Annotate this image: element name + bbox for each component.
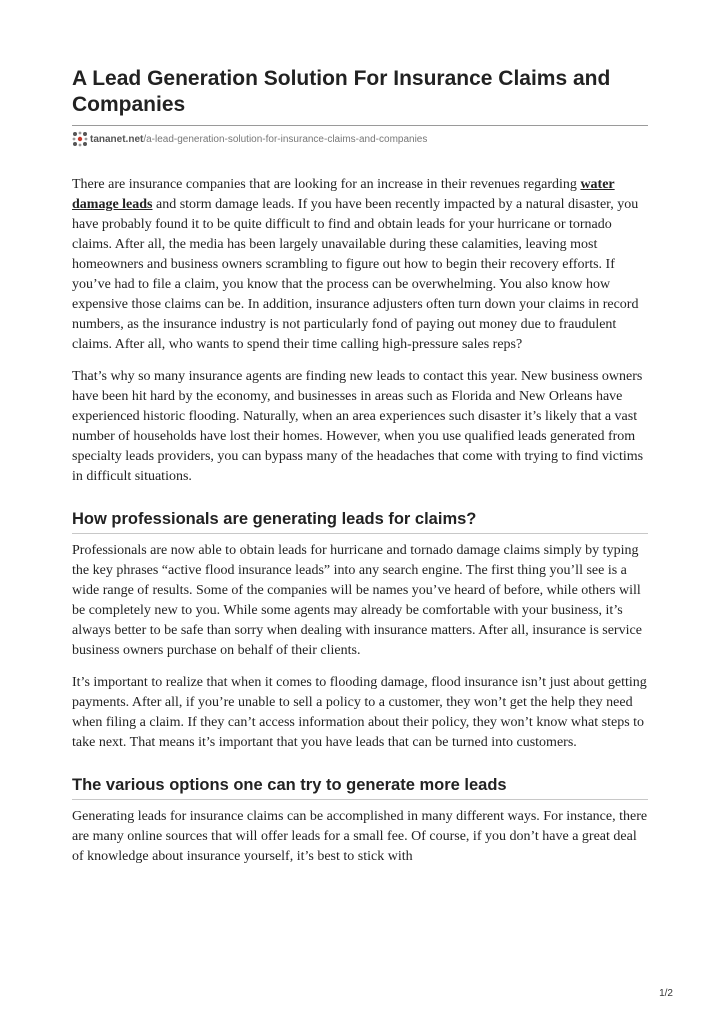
article-title: A Lead Generation Solution For Insurance Claims and Companies	[72, 67, 611, 116]
article-body	[72, 175, 648, 867]
paragraph-1-rest: and storm damage leads. If you have been recently impacted by a natural disaster, you have probably found it to be quite difficult to find and obtain leads for your hurricane or tornado claims. After all, the media has been largely unavailable during these calamities, leaving most homeowners and business owners scrambling to figure out how to begin their recovery efforts. If you’ve had to file a claim, you know that the process can be overwhelming. You also know how expensive those claims can be. In addition, insurance adjusters often turn down your claims in record numbers, as the insurance industry is not particularly fond of paying out money due to fraudulent claims. After all, who wants to spend their time calling high-pressure sales reps?	[72, 197, 639, 352]
paragraph-1-lead: There are insurance companies that are looking for an increase in their revenues regarding	[72, 177, 581, 192]
source-bar	[72, 125, 648, 147]
paragraph-1	[72, 175, 648, 355]
section-heading-1: How professionals are generating leads for claims?	[72, 509, 648, 534]
paragraph-3: Professionals are now able to obtain leads for hurricane and tornado damage claims simply by typing the key phrases “active flood insurance leads” into any search engine. The first thing you’ll see is a wide range of results. Some of the companies will be names you’ve heard of before, while others will be completely new to you. While some agents may already be comfortable with your business, it’s always better to be safe than sorry when dealing with insurance matters. After all, insurance is service business owners purchase on behalf of their clients.	[72, 543, 642, 658]
water-damage-leads-link[interactable]: water damage leads	[72, 177, 615, 212]
page-number: 1/2	[659, 988, 673, 999]
source-path[interactable]: /a-lead-generation-solution-for-insurance-claims-and-companies	[143, 133, 428, 145]
paragraph-5: Generating leads for insurance claims can be accomplished in many different ways. For instance, there are many online sources that will offer leads for a small fee. Of course, if you don’t have a great deal of knowledge about insurance yourself, it’s best to stick with	[72, 809, 648, 864]
document-page	[72, 66, 648, 867]
tananet-logo-icon	[72, 131, 88, 147]
paragraph-2: That’s why so many insurance agents are finding new leads to contact this year. New business owners have been hit hard by the economy, and businesses in areas such as Florida and New Orleans have experienced historic flooding. Naturally, when an area experiences such disaster it’s likely that a vast number of households have lost their homes. However, when you use qualified leads generated from specialty leads providers, you can bypass many of the headaches that come with trying to find victims in difficult situations.	[72, 369, 644, 484]
paragraph-4: It’s important to realize that when it comes to flooding damage, flood insurance isn’t just about getting payments. After all, if you’re unable to sell a policy to a customer, they won’t get the help they need when filing a claim. If they can’t access information about their policy, they won’t know what steps to take next. That means it’s important that you have leads that can be turned into customers.	[72, 675, 647, 750]
section-heading-2: The various options one can try to generate more leads	[72, 775, 648, 800]
source-domain[interactable]: tananet.net	[90, 133, 144, 145]
